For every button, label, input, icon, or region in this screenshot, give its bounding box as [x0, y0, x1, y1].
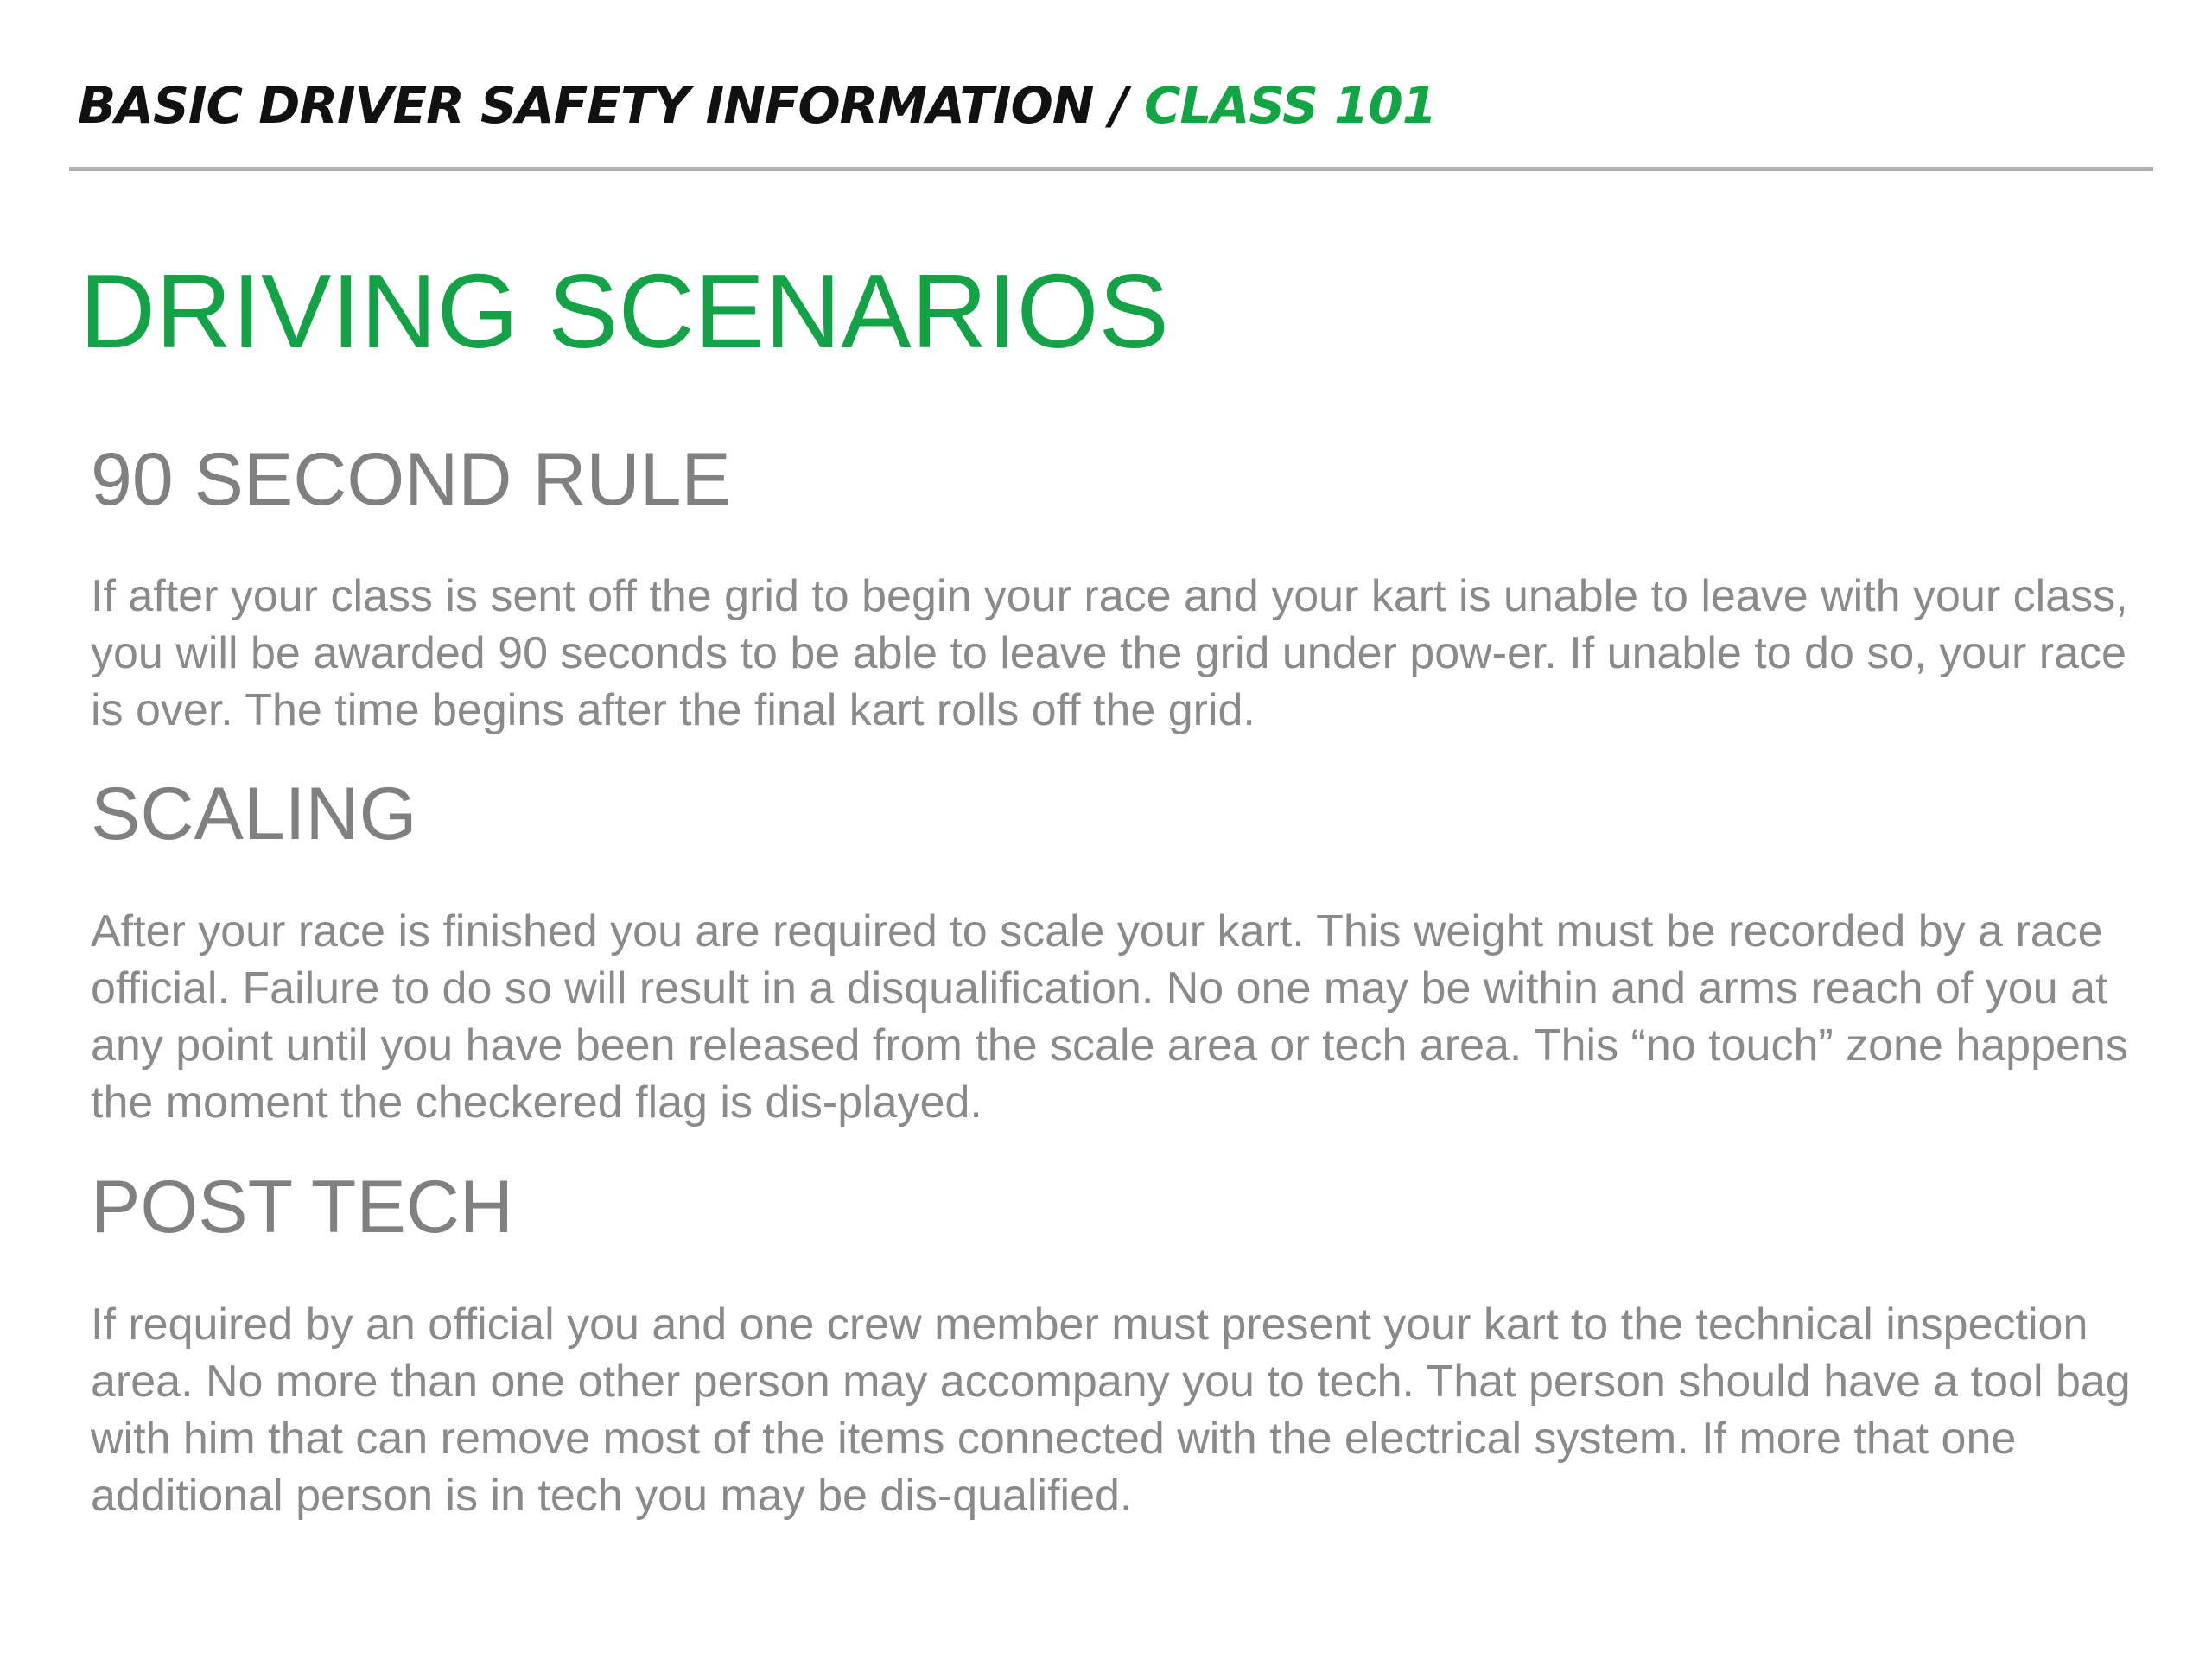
section-body-scaling: After your race is finished you are required to scale your kart. This weight must be recorded by a race official. Failure to do so will result in a disqualification. No one may be within and arms reach of you at any point until you have been released from the scale area or tech area. This “no touch” zone happens the moment the checkered flag is dis-played.: [91, 906, 2128, 1128]
section-heading-post-tech: POST TECH: [91, 1166, 514, 1249]
header-class-label: CLASS 101: [1143, 76, 1437, 135]
header-divider: [69, 167, 2153, 171]
header-title: BASIC DRIVER SAFETY INFORMATION /: [78, 76, 1128, 135]
section-heading-90-second-rule: 90 SECOND RULE: [91, 438, 731, 521]
section-heading-scaling: SCALING: [91, 772, 417, 855]
document-header: [78, 76, 1436, 135]
section-body-90-second-rule: If after your class is sent off the grid to begin your race and your kart is unable to leave with your class, you will be awarded 90 seconds to be able to leave the grid under pow-er. If unable to do so, your race is over. The time begins after the final kart rolls off the grid.: [91, 571, 2128, 735]
page-title: DRIVING SCENARIOS: [79, 252, 1169, 370]
section-body-post-tech: If required by an official you and one crew member must present your kart to the technical inspection area. No more than one other person may accompany you to tech. That person should have a tool bag with him that can remove most of the items connected with the electrical system. If more that one additional person is in tech you may be dis-qualified.: [91, 1300, 2131, 1521]
